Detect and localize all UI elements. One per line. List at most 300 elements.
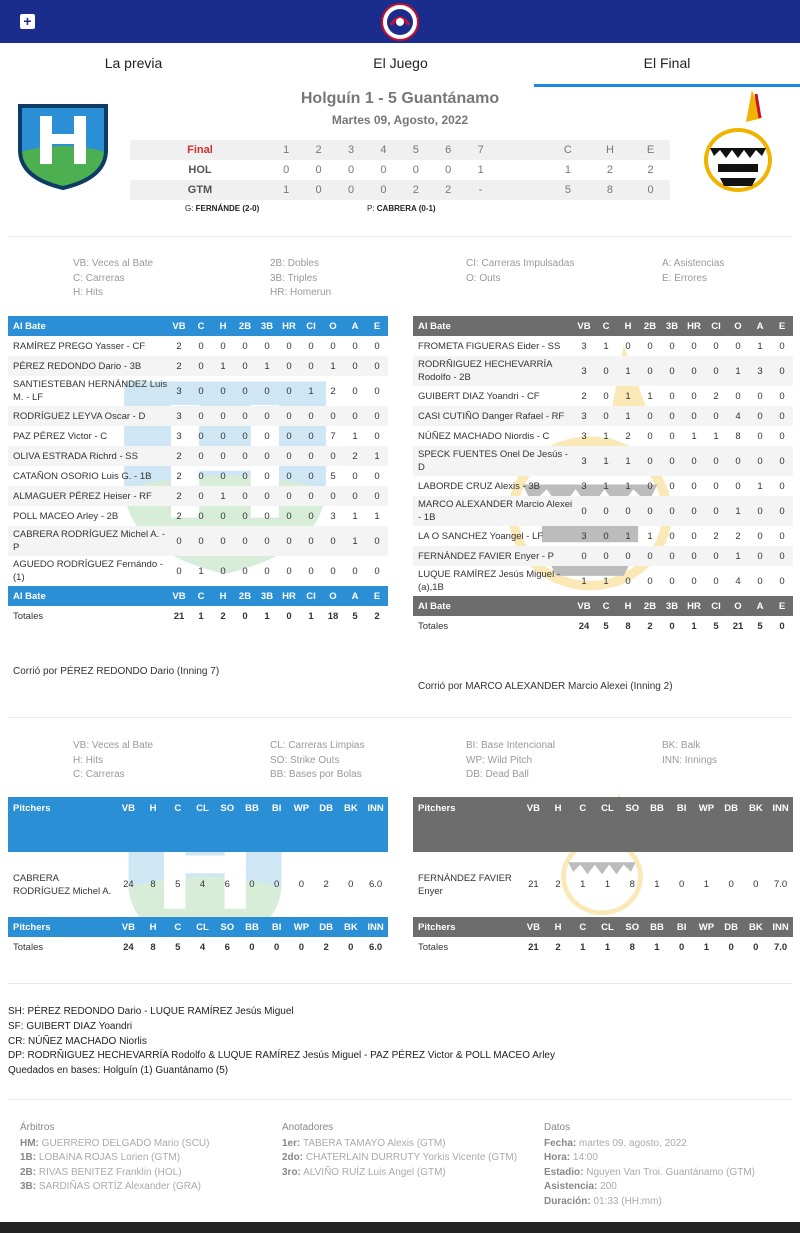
guantanamo-runner-note: Corrió por MARCO ALEXANDER Marcio Alexei (Inning 2) [418, 681, 673, 692]
pitcher-row[interactable] [8, 852, 388, 917]
stat-cell: 0 [757, 410, 763, 422]
col-header[interactable]: E [771, 596, 793, 616]
stat-cell: 0 [757, 550, 763, 562]
pitcher-name[interactable]: CABRERA RODRÍGUEZ Michel A. [13, 872, 112, 897]
col-header[interactable]: BK [338, 797, 363, 852]
pitching-header-row [8, 797, 388, 852]
batter-row[interactable] [413, 566, 793, 596]
totals-cell: 0 [661, 616, 683, 636]
stat-cell: 3 [176, 385, 182, 397]
totals-cell: 1 [190, 606, 212, 626]
stat-cell: 1 [220, 360, 226, 372]
col-header[interactable]: SO [215, 917, 240, 937]
totals-cell: 5 [165, 937, 190, 957]
batter-row[interactable] [413, 426, 793, 446]
stat-cell: 0 [264, 470, 270, 482]
stat-cell: 0 [647, 340, 653, 352]
batter-row[interactable] [413, 336, 793, 356]
col-header[interactable]: O [727, 316, 749, 336]
batter-row[interactable] [8, 356, 388, 376]
totals-cell: 8 [141, 937, 166, 957]
stat-cell: 0 [753, 879, 759, 890]
col-header[interactable]: WP [289, 917, 314, 937]
col-header[interactable]: 2B [234, 586, 256, 606]
batter-row[interactable] [8, 426, 388, 446]
col-header[interactable]: INN [768, 797, 793, 852]
stat-cell: 0 [779, 455, 785, 467]
player-name[interactable]: RAMÍREZ PREGO Yasser - CF [13, 340, 146, 352]
col-header[interactable]: BI [669, 797, 694, 852]
totals-cell: 1 [256, 606, 278, 626]
col-header[interactable]: A [749, 596, 771, 616]
player-name[interactable]: SANTIESTEBAN HERNÁNDEZ Luis M. - LF [13, 379, 168, 403]
holguin-pitching-table [8, 797, 388, 957]
stat-cell: 0 [198, 510, 204, 522]
stat-cell: 0 [374, 410, 380, 422]
player-name[interactable]: RODRÑIGUEZ HECHEVARRÍA Rodolfo - 2B [418, 359, 552, 383]
col-header[interactable]: Al Bate [8, 316, 168, 336]
col-header[interactable]: H [212, 316, 234, 336]
game-data-section [544, 1121, 755, 1210]
stat-cell: 0 [779, 505, 785, 517]
col-header[interactable]: WP [289, 797, 314, 852]
col-header[interactable]: 3B [661, 596, 683, 616]
stat-cell: 0 [308, 565, 314, 577]
stat-cell: 0 [691, 340, 697, 352]
stat-cell: 2 [323, 879, 329, 890]
linescore-header-cell: Final [187, 144, 213, 156]
totals-cell: 21 [168, 606, 190, 626]
stat-cell: 3 [581, 430, 587, 442]
player-name[interactable]: OLIVA ESTRADA Richrd - SS [13, 450, 138, 462]
linescore-cell: 0 [347, 184, 355, 196]
batter-row[interactable] [8, 466, 388, 486]
col-header[interactable]: BK [743, 797, 768, 852]
player-name[interactable]: PAZ PÉREZ Victor - C [13, 430, 108, 442]
batter-row[interactable] [8, 556, 388, 586]
summary-line: CR: NÚÑEZ MACHADO Niorlis [8, 1035, 147, 1047]
tab-el-juego[interactable]: El Juego [373, 55, 428, 71]
col-header[interactable]: A [749, 316, 771, 336]
player-name[interactable]: MARCO ALEXANDER Marcio Alexei - 1B [418, 499, 573, 523]
stat-cell: 0 [691, 410, 697, 422]
stat-cell: 0 [308, 430, 314, 442]
stat-cell: 0 [242, 430, 248, 442]
stat-cell: 0 [198, 535, 204, 547]
col-header[interactable]: C [570, 917, 595, 937]
stat-cell: 0 [374, 385, 380, 397]
col-header[interactable]: Pitchers [8, 917, 116, 937]
batting-header-row [413, 596, 793, 616]
tab-la-previa[interactable]: La previa [104, 55, 163, 71]
holguin-batting-table [8, 316, 388, 626]
stat-cell: 1 [757, 480, 763, 492]
stat-cell: 0 [198, 385, 204, 397]
col-header[interactable]: E [366, 586, 388, 606]
batter-row[interactable] [413, 546, 793, 566]
stat-cell: 0 [735, 480, 741, 492]
player-name[interactable]: CABRERA RODRÍGUEZ Michel A. - P [13, 529, 166, 553]
linescore-row [130, 180, 670, 200]
col-header[interactable]: CI [300, 586, 322, 606]
player-name[interactable]: FERNÁNDEZ FAVIER Enyer - P [418, 550, 555, 562]
scorer-item [282, 1137, 517, 1152]
stat-cell: 2 [581, 390, 587, 402]
col-header[interactable]: C [165, 797, 190, 852]
col-header[interactable]: CI [705, 596, 727, 616]
linescore-cell: - [478, 184, 483, 196]
stat-cell: 1 [625, 390, 631, 402]
player-name[interactable]: CASI CUTIÑO Danger Rafael - RF [418, 410, 565, 422]
umpire-item [20, 1180, 209, 1195]
col-header[interactable]: BK [743, 917, 768, 937]
col-header[interactable]: DB [719, 917, 744, 937]
col-header[interactable]: E [771, 316, 793, 336]
player-name[interactable]: RODRÍGUEZ LEYVA Oscar - D [13, 410, 146, 422]
col-header[interactable]: H [212, 586, 234, 606]
col-header[interactable]: BI [264, 797, 289, 852]
stat-cell: 1 [264, 360, 270, 372]
add-icon[interactable]: + [20, 14, 35, 29]
col-header[interactable]: VB [521, 917, 546, 937]
stat-cell: 0 [581, 505, 587, 517]
totals-cell: 1 [570, 937, 595, 957]
stat-cell: 0 [220, 430, 226, 442]
col-header[interactable]: H [546, 797, 571, 852]
col-header[interactable]: VB [521, 797, 546, 852]
stat-cell: 0 [603, 365, 609, 377]
totals-cell: 2 [314, 937, 339, 957]
stat-cell: 0 [330, 340, 336, 352]
legend-item: HR: Homerun [270, 287, 332, 298]
stat-cell: 0 [249, 879, 255, 890]
scorers-section [282, 1121, 517, 1180]
col-header[interactable]: H [141, 917, 166, 937]
col-header[interactable]: C [595, 596, 617, 616]
stat-cell: 0 [669, 390, 675, 402]
pitching-header-row [8, 917, 388, 937]
col-header[interactable]: A [344, 586, 366, 606]
col-header[interactable]: CL [595, 797, 620, 852]
col-header[interactable]: VB [116, 797, 141, 852]
game-data-value: 200 [597, 1181, 617, 1193]
stat-cell: 0 [308, 490, 314, 502]
linescore-table [130, 140, 670, 200]
col-header[interactable]: CL [190, 797, 215, 852]
player-name[interactable]: PÉREZ REDONDO Dario - 3B [13, 360, 142, 372]
league-logo-icon[interactable] [381, 3, 419, 41]
col-header[interactable]: BB [240, 797, 265, 852]
batter-row[interactable] [8, 486, 388, 506]
col-header[interactable]: A [344, 316, 366, 336]
stat-cell: 0 [374, 535, 380, 547]
col-header[interactable]: VB [573, 316, 595, 336]
col-header[interactable]: SO [215, 797, 240, 852]
stat-cell: 0 [735, 390, 741, 402]
totals-cell: 2 [366, 606, 388, 626]
legend-item: H: Hits [73, 754, 103, 766]
col-header[interactable]: C [570, 797, 595, 852]
match-date: Martes 09, Agosto, 2022 [331, 113, 469, 127]
col-header[interactable]: Pitchers [413, 917, 521, 937]
col-header[interactable]: WP [694, 797, 719, 852]
stat-cell: 1 [735, 550, 741, 562]
col-header[interactable]: Al Bate [413, 596, 573, 616]
stat-cell: 21 [528, 879, 539, 890]
col-header[interactable]: CL [595, 917, 620, 937]
col-header[interactable]: INN [363, 917, 388, 937]
col-header[interactable]: CI [705, 316, 727, 336]
col-header[interactable]: HR [683, 596, 705, 616]
divider [8, 717, 792, 718]
col-header[interactable]: DB [314, 797, 339, 852]
col-header[interactable]: DB [314, 917, 339, 937]
stat-cell: 0 [757, 455, 763, 467]
game-data-label: Estadio: [544, 1166, 584, 1178]
col-header[interactable]: 3B [256, 586, 278, 606]
col-header[interactable]: HR [278, 586, 300, 606]
stat-cell: 0 [669, 365, 675, 377]
stat-cell: 0 [713, 365, 719, 377]
stat-cell: 0 [286, 430, 292, 442]
batter-row[interactable] [8, 406, 388, 426]
loss-pitcher-name: CABRERA (0-1) [376, 204, 436, 213]
linescore-team: HOL [188, 164, 212, 176]
scorer-item [282, 1166, 517, 1181]
col-header[interactable]: CI [300, 316, 322, 336]
stat-cell: 2 [713, 390, 719, 402]
summary-line: DP: RODRÑIGUEZ HECHEVARRÍA Rodolfo & LUQUE RAMÍREZ Jesús Miguel - PAZ PÉREZ Victor & POLL MACEO Arley [8, 1050, 555, 1062]
stat-cell: 0 [286, 490, 292, 502]
stat-cell: 1 [603, 455, 609, 467]
linescore-header-cell: 6 [445, 144, 452, 156]
col-header[interactable]: C [190, 586, 212, 606]
col-header[interactable]: BB [240, 917, 265, 937]
col-header[interactable]: VB [573, 596, 595, 616]
stat-cell: 0 [330, 565, 336, 577]
col-header[interactable]: 2B [639, 596, 661, 616]
batter-row[interactable] [413, 496, 793, 526]
stat-cell: 1 [625, 365, 631, 377]
batter-row[interactable] [413, 476, 793, 496]
col-header[interactable]: VB [168, 586, 190, 606]
col-header[interactable]: 2B [639, 316, 661, 336]
col-header[interactable]: BB [645, 797, 670, 852]
stat-cell: 7 [330, 430, 336, 442]
winning-pitcher [185, 204, 259, 213]
player-name[interactable]: ALMAGUER PÉREZ Heiser - RF [13, 490, 152, 502]
umpires-section [20, 1121, 209, 1195]
legend-item: O: Outs [466, 272, 501, 284]
batter-row[interactable] [8, 336, 388, 356]
stat-cell: 1 [625, 455, 631, 467]
totals-cell: 6 [215, 937, 240, 957]
stat-cell: 0 [198, 410, 204, 422]
stat-cell: 0 [242, 565, 248, 577]
col-header[interactable]: Al Bate [413, 316, 573, 336]
stat-cell: 3 [581, 365, 587, 377]
stat-cell: 0 [779, 390, 785, 402]
linescore-spacer [497, 180, 547, 200]
guantanamo-pitching-table [413, 797, 793, 957]
stat-cell: 0 [352, 360, 358, 372]
umpire-item [20, 1166, 209, 1181]
col-header[interactable]: Pitchers [8, 797, 116, 852]
stat-cell: 0 [198, 360, 204, 372]
totals-cell: 0 [264, 937, 289, 957]
col-header[interactable]: O [727, 596, 749, 616]
stat-cell: 0 [779, 550, 785, 562]
totals-label: Totales [8, 937, 116, 957]
stat-cell: 0 [691, 530, 697, 542]
stat-cell: 0 [669, 480, 675, 492]
col-header[interactable]: BI [264, 917, 289, 937]
col-header[interactable]: 3B [661, 316, 683, 336]
totals-cell: 0 [234, 606, 256, 626]
col-header[interactable]: BB [645, 917, 670, 937]
stat-cell: 0 [176, 535, 182, 547]
player-name[interactable]: LABORDE CRUZ Alexis - 3B [418, 480, 540, 492]
game-data-item [544, 1180, 755, 1195]
stat-cell: 0 [647, 430, 653, 442]
player-name[interactable]: POLL MACEO Arley - 2B [13, 510, 119, 522]
stat-cell: 1 [352, 510, 358, 522]
player-name[interactable]: CATAÑON OSORIO Luis G. - 1B [13, 470, 152, 482]
bat-legend-col [662, 257, 724, 286]
umpire-role: 1B: [20, 1152, 37, 1164]
col-header[interactable]: C [595, 316, 617, 336]
batter-row[interactable] [8, 506, 388, 526]
totals-label: Totales [413, 937, 521, 957]
bat-legend-col [466, 257, 574, 286]
stat-cell: 0 [691, 505, 697, 517]
col-header[interactable]: HR [683, 316, 705, 336]
stat-cell: 0 [198, 430, 204, 442]
col-header[interactable]: O [322, 316, 344, 336]
col-header[interactable]: C [190, 316, 212, 336]
stat-cell: 1 [580, 879, 586, 890]
stat-cell: 1 [703, 879, 710, 890]
stat-cell: 0 [735, 455, 741, 467]
col-header[interactable]: 3B [256, 316, 278, 336]
linescore-cell: 0 [283, 164, 290, 176]
col-header[interactable]: CL [190, 917, 215, 937]
totals-cell: 2 [546, 937, 571, 957]
player-name[interactable]: AGUEDO RODRÍGUEZ Fernándo - (1) [13, 559, 163, 583]
legend-item: BI: Base Intencional [466, 740, 555, 751]
legend-item: 2B: Dobles [270, 258, 319, 269]
totals-cell: 0 [278, 606, 300, 626]
tab-el-final[interactable]: El Final [534, 43, 800, 87]
stat-cell: 0 [374, 490, 380, 502]
col-header[interactable]: HR [278, 316, 300, 336]
win-pitcher-name: FERNÁNDE (2-0) [195, 204, 260, 213]
linescore-cell: 0 [315, 164, 322, 176]
col-header[interactable]: INN [768, 917, 793, 937]
stat-cell: 0 [779, 530, 785, 542]
stat-cell: 0 [691, 550, 697, 562]
stat-cell: 5 [175, 879, 181, 890]
col-header[interactable]: O [322, 586, 344, 606]
stat-cell: 1 [603, 340, 609, 352]
umpire-name: LOBAINA ROJAS Lorien (GTM) [36, 1152, 181, 1164]
col-header[interactable]: H [617, 596, 639, 616]
col-header[interactable]: BK [338, 917, 363, 937]
player-name[interactable]: FROMETA FIGUERAS Eider - SS [418, 340, 561, 352]
stat-cell: 1 [647, 530, 653, 542]
batter-row[interactable] [413, 406, 793, 426]
col-header[interactable]: BI [669, 917, 694, 937]
stat-cell: 0 [669, 530, 675, 542]
batter-row[interactable] [8, 526, 388, 556]
col-header[interactable]: H [141, 797, 166, 852]
match-title: Holguín 1 - 5 Guantánamo [300, 90, 500, 107]
stat-cell: 1 [308, 385, 314, 397]
stat-cell: 0 [625, 505, 631, 517]
col-header[interactable]: C [165, 917, 190, 937]
batting-header-row [8, 586, 388, 606]
player-name[interactable]: LUQUE RAMÍREZ Jesús Miguel - (a),1B [418, 569, 561, 593]
stat-cell: 1 [581, 575, 587, 587]
col-header[interactable]: INN [363, 797, 388, 852]
stat-cell: 0 [669, 455, 675, 467]
col-header[interactable]: Pitchers [413, 797, 521, 852]
batter-row[interactable] [413, 386, 793, 406]
stat-cell: 0 [286, 510, 292, 522]
col-header[interactable]: DB [719, 797, 744, 852]
stat-cell: 0 [669, 410, 675, 422]
stat-cell: 0 [264, 535, 270, 547]
player-name[interactable]: SPECK FUENTES Onel De Jesús - D [418, 449, 568, 473]
stat-cell: 0 [308, 410, 314, 422]
col-header[interactable]: VB [116, 917, 141, 937]
col-header[interactable]: SO [620, 917, 645, 937]
linescore-cell: 2 [445, 184, 452, 196]
batter-row[interactable] [413, 446, 793, 476]
pitcher-row[interactable] [413, 852, 793, 917]
stat-cell: 2 [713, 530, 719, 542]
stat-cell: 0 [713, 480, 719, 492]
loss-label: P: [367, 204, 377, 213]
col-header[interactable]: SO [620, 797, 645, 852]
col-header[interactable]: WP [694, 917, 719, 937]
col-header[interactable]: 2B [234, 316, 256, 336]
batter-row[interactable] [413, 356, 793, 386]
batter-row[interactable] [8, 376, 388, 406]
player-name[interactable]: LA O SANCHEZ Yoangel - LF [418, 530, 544, 542]
col-header[interactable]: E [366, 316, 388, 336]
scorer-item [282, 1151, 517, 1166]
linescore-cell: 2 [606, 164, 614, 176]
col-header[interactable]: H [617, 316, 639, 336]
player-name[interactable]: GUIBERT DIAZ Yoandri - CF [418, 390, 540, 402]
col-header[interactable]: VB [168, 316, 190, 336]
player-name[interactable]: NÚÑEZ MACHADO Niordis - C [418, 430, 550, 442]
batter-row[interactable] [8, 446, 388, 466]
pitcher-name[interactable]: FERNÁNDEZ FAVIER Enyer [418, 872, 512, 897]
stat-cell: 3 [581, 480, 587, 492]
stat-cell: 0 [374, 430, 380, 442]
col-header[interactable]: H [546, 917, 571, 937]
stat-cell: 0 [374, 360, 380, 372]
stat-cell: 0 [728, 879, 734, 890]
batter-row[interactable] [413, 526, 793, 546]
totals-cell: 5 [705, 616, 727, 636]
stat-cell: 2 [176, 450, 182, 462]
totals-cell: 0 [771, 616, 793, 636]
col-header[interactable]: Al Bate [8, 586, 168, 606]
totals-cell: 24 [116, 937, 141, 957]
